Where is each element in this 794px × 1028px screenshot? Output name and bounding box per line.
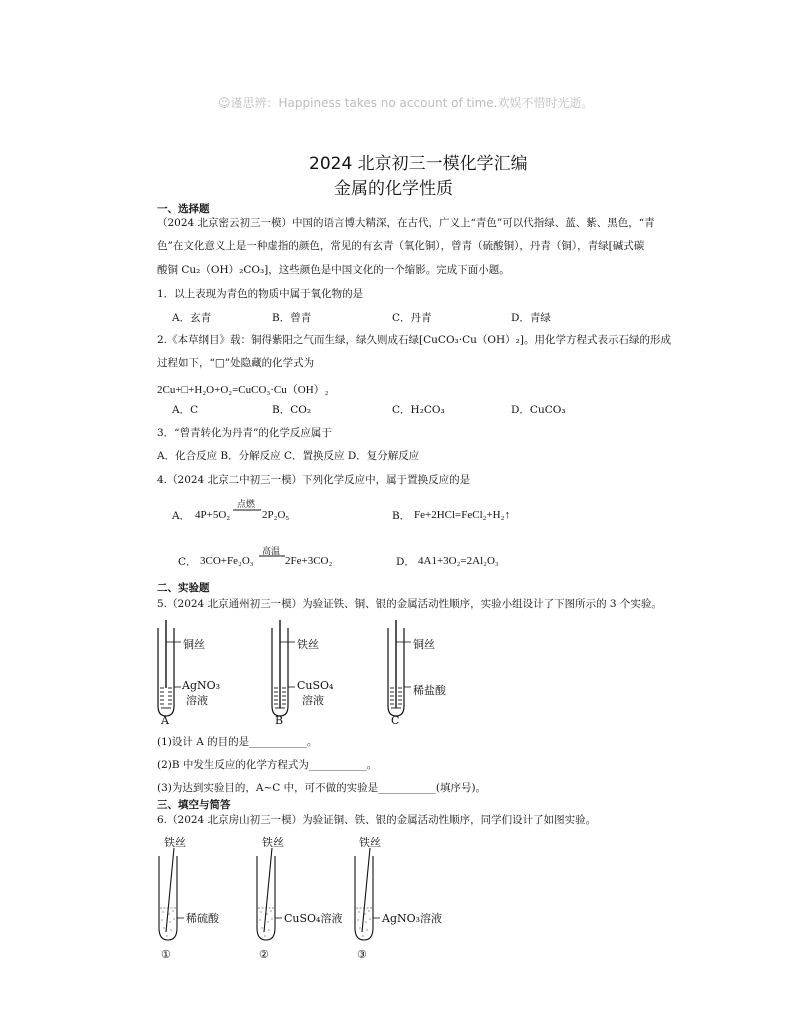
question-2-line-1: 2.《本草纲目》载：铜得紫阳之气而生绿，绿久则成石绿[CuCO₃·Cu（OH）₂]。用化学方程式表示石绿的形成 bbox=[157, 334, 671, 346]
q4-option-a-equals-bar bbox=[233, 509, 263, 511]
tube-c-solution-label: 稀盐酸 bbox=[413, 684, 446, 697]
q5-figure bbox=[150, 618, 450, 728]
question-2-equation: 2Cu+□+H₂O+O₂=CuCO₃·Cu（OH）₂ bbox=[157, 384, 329, 396]
question-1: 1．以上表现为青色的物质中属于氧化物的是 bbox=[157, 288, 364, 300]
q4-option-a-condition: 点燃 bbox=[237, 500, 256, 510]
q3-options: A．化合反应 B．分解反应 C．置换反应 D．复分解反应 bbox=[157, 450, 420, 462]
q4-option-c-products: 2Fe+3CO₂ bbox=[285, 555, 333, 567]
question-5-part-2: (2)B 中发生反应的化学方程式为___________。 bbox=[157, 759, 378, 771]
section-heading-experiment: 二、实验题 bbox=[157, 582, 210, 594]
question-2-line-2: 过程如下，“□”处隐藏的化学式为 bbox=[157, 357, 315, 369]
tube-3-solution-label: AgNO₃溶液 bbox=[382, 912, 443, 925]
question-3: 3．“曾青转化为丹青”的化学反应属于 bbox=[157, 427, 332, 439]
tube-a-solution-label-2: 溶液 bbox=[186, 694, 208, 707]
q1-option-d: D．青绿 bbox=[511, 312, 551, 324]
q2-option-c: C．H₂CO₃ bbox=[392, 404, 445, 416]
tube-b-caption: B bbox=[275, 714, 284, 727]
tube-2-caption: ② bbox=[259, 948, 269, 961]
q4-option-a-products: 2P₂O₅ bbox=[262, 509, 290, 521]
tube-b-solution-label-2: 溶液 bbox=[302, 694, 324, 707]
q1-option-b: B．曾青 bbox=[272, 312, 312, 324]
q1-option-a: A．玄青 bbox=[172, 312, 212, 324]
tube-1-solution-label: 稀硫酸 bbox=[186, 912, 219, 925]
tube-1-wire-label: 铁丝 bbox=[164, 836, 186, 849]
q4-option-c-condition: 高温 bbox=[262, 547, 281, 557]
q4-option-a-label: A． bbox=[172, 510, 191, 522]
q4-option-c-label: C． bbox=[178, 556, 197, 568]
q6-figure bbox=[150, 848, 470, 958]
q4-option-b-label: B． bbox=[392, 510, 411, 522]
tube-c-wire-label: 铜丝 bbox=[413, 638, 435, 651]
intro-line-3: 酸铜 Cu₂（OH）₂CO₃]，这些颜色是中国文化的一个缩影。完成下面小题。 bbox=[157, 264, 510, 276]
tube-2-wire-label: 铁丝 bbox=[262, 836, 284, 849]
tube-a-solution-label: AgNO₃ bbox=[182, 679, 221, 692]
question-5-part-3: (3)为达到实验目的，A~C 中，可不做的实验是___________(填序号)。 bbox=[157, 782, 487, 794]
tube-2-solution-label: CuSO₄溶液 bbox=[284, 912, 343, 925]
q2-option-b: B．CO₂ bbox=[272, 404, 312, 416]
q4-option-c-reactants: 3CO+Fe₂O₃ bbox=[200, 555, 254, 567]
question-5-part-1: (1)设计 A 的目的是___________。 bbox=[157, 736, 318, 748]
test-tube-c bbox=[388, 620, 411, 716]
question-6: 6.（2024 北京房山初三一模）为验证铜、铁、银的金属活动性顺序，同学们设计了如图实验。 bbox=[157, 814, 597, 826]
section-heading-choice: 一、选择题 bbox=[157, 203, 210, 215]
page-title: 2024 北京初三一模化学汇编 bbox=[309, 154, 528, 174]
tube-1-caption: ① bbox=[161, 948, 171, 961]
watermark: ☺谨思辨：Happiness takes no account of time.欢娱不惜时光逝。 bbox=[218, 96, 594, 110]
q4-option-a-reactants: 4P+5O₂ bbox=[195, 509, 231, 521]
q4-option-d-label: D． bbox=[396, 556, 415, 568]
q2-option-a: A．C bbox=[172, 404, 199, 416]
tube-b-wire-label: 铁丝 bbox=[297, 638, 319, 651]
section-heading-fill-in: 三、填空与简答 bbox=[157, 799, 231, 811]
tube-3-caption: ③ bbox=[357, 948, 367, 961]
q1-option-c: C．丹青 bbox=[392, 312, 432, 324]
q4-option-d-equation: 4A1+3O₂=2Al₂O₃ bbox=[418, 555, 499, 567]
intro-line-2: 色”在文化意义上是一种虚指的颜色，常见的有玄青（氧化铜），曾青（硫酸铜），丹青（铜），青绿[碱式碳 bbox=[157, 240, 645, 252]
tube-b-solution-label: CuSO₄ bbox=[297, 679, 334, 692]
test-tube-b bbox=[272, 620, 295, 716]
test-tube-a bbox=[158, 620, 181, 716]
q2-option-d: D．CuCO₃ bbox=[511, 404, 566, 416]
intro-line-1: （2024 北京密云初三一模）中国的语言博大精深，在古代，广义上“青色”可以代指绿、蓝、紫、黑色，“青 bbox=[157, 217, 655, 229]
test-tube-3 bbox=[355, 848, 380, 940]
tube-c-caption: C bbox=[391, 714, 400, 727]
tube-a-caption: A bbox=[161, 714, 169, 727]
question-5: 5.（2024 北京通州初三一模）为验证铁、铜、银的金属活动性顺序，实验小组设计了下图所示的 3 个实验。 bbox=[157, 598, 662, 610]
question-4: 4.（2024 北京二中初三一模）下列化学反应中，属于置换反应的是 bbox=[157, 474, 471, 486]
test-tube-2 bbox=[257, 848, 282, 940]
page-subtitle: 金属的化学性质 bbox=[334, 179, 453, 199]
q4-option-b-equation: Fe+2HCl=FeCl₂+H₂↑ bbox=[414, 509, 510, 521]
test-tube-1 bbox=[159, 848, 184, 940]
tube-a-wire-label: 铜丝 bbox=[183, 638, 205, 651]
tube-3-wire-label: 铁丝 bbox=[359, 836, 381, 849]
